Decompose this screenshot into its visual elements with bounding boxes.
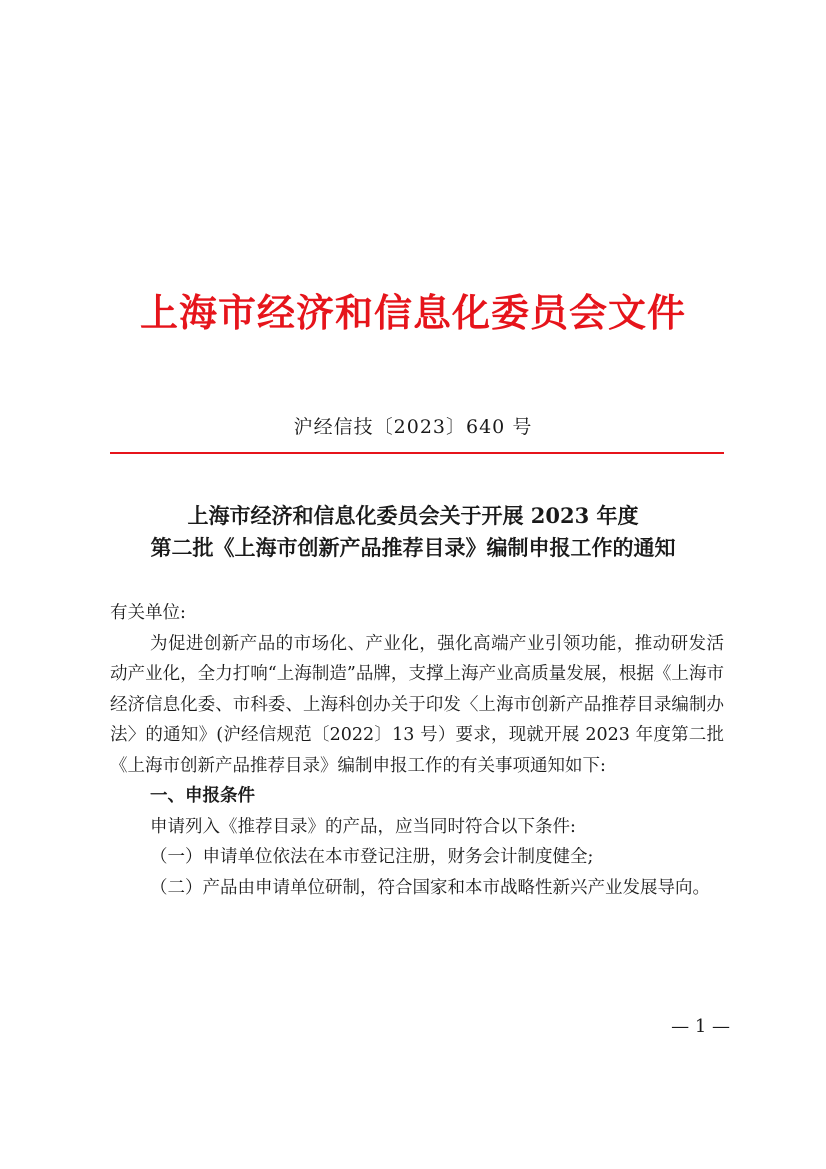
title-line-2: 第二批《上海市创新产品推荐目录》编制申报工作的通知 xyxy=(150,535,676,560)
salutation: 有关单位: xyxy=(110,603,186,623)
page-number: — 1 — xyxy=(671,1016,730,1037)
red-separator-line xyxy=(110,452,724,454)
condition-item-1: （一）申请单位依法在本市登记注册，财务会计制度健全; xyxy=(150,847,594,867)
section-heading-conditions: 一、申报条件 xyxy=(150,786,255,806)
intro-paragraph: 为促进创新产品的市场化、产业化，强化高端产业引领功能，推动研发活动产业化，全力打响“上海制造”品牌，支撑上海产业高质量发展，根据《上海市经济信息化委、市科委、上海科创办关于印发〈上海市创新产品推荐目录编制办法〉的通知》(沪经信规范〔2022〕13 号）要求，现就开展 2023 年度第二批《上海市创新产品推荐目录》编制申报工作的有关事项通知如下: xyxy=(110,633,724,776)
condition-item-2: （二）产品由申请单位研制，符合国家和本市战略性新兴产业发展导向。 xyxy=(150,877,710,898)
conditions-lead: 申请列入《推荐目录》的产品，应当同时符合以下条件: xyxy=(150,816,576,837)
notice-title xyxy=(0,500,826,564)
document-number: 沪经信技〔2023〕640 号 xyxy=(293,416,533,438)
title-line-1: 上海市经济和信息化委员会关于开展 2023 年度 xyxy=(187,503,639,528)
notice-body xyxy=(110,598,724,903)
issuer-heading: 上海市经济和信息化委员会文件 xyxy=(139,290,686,335)
